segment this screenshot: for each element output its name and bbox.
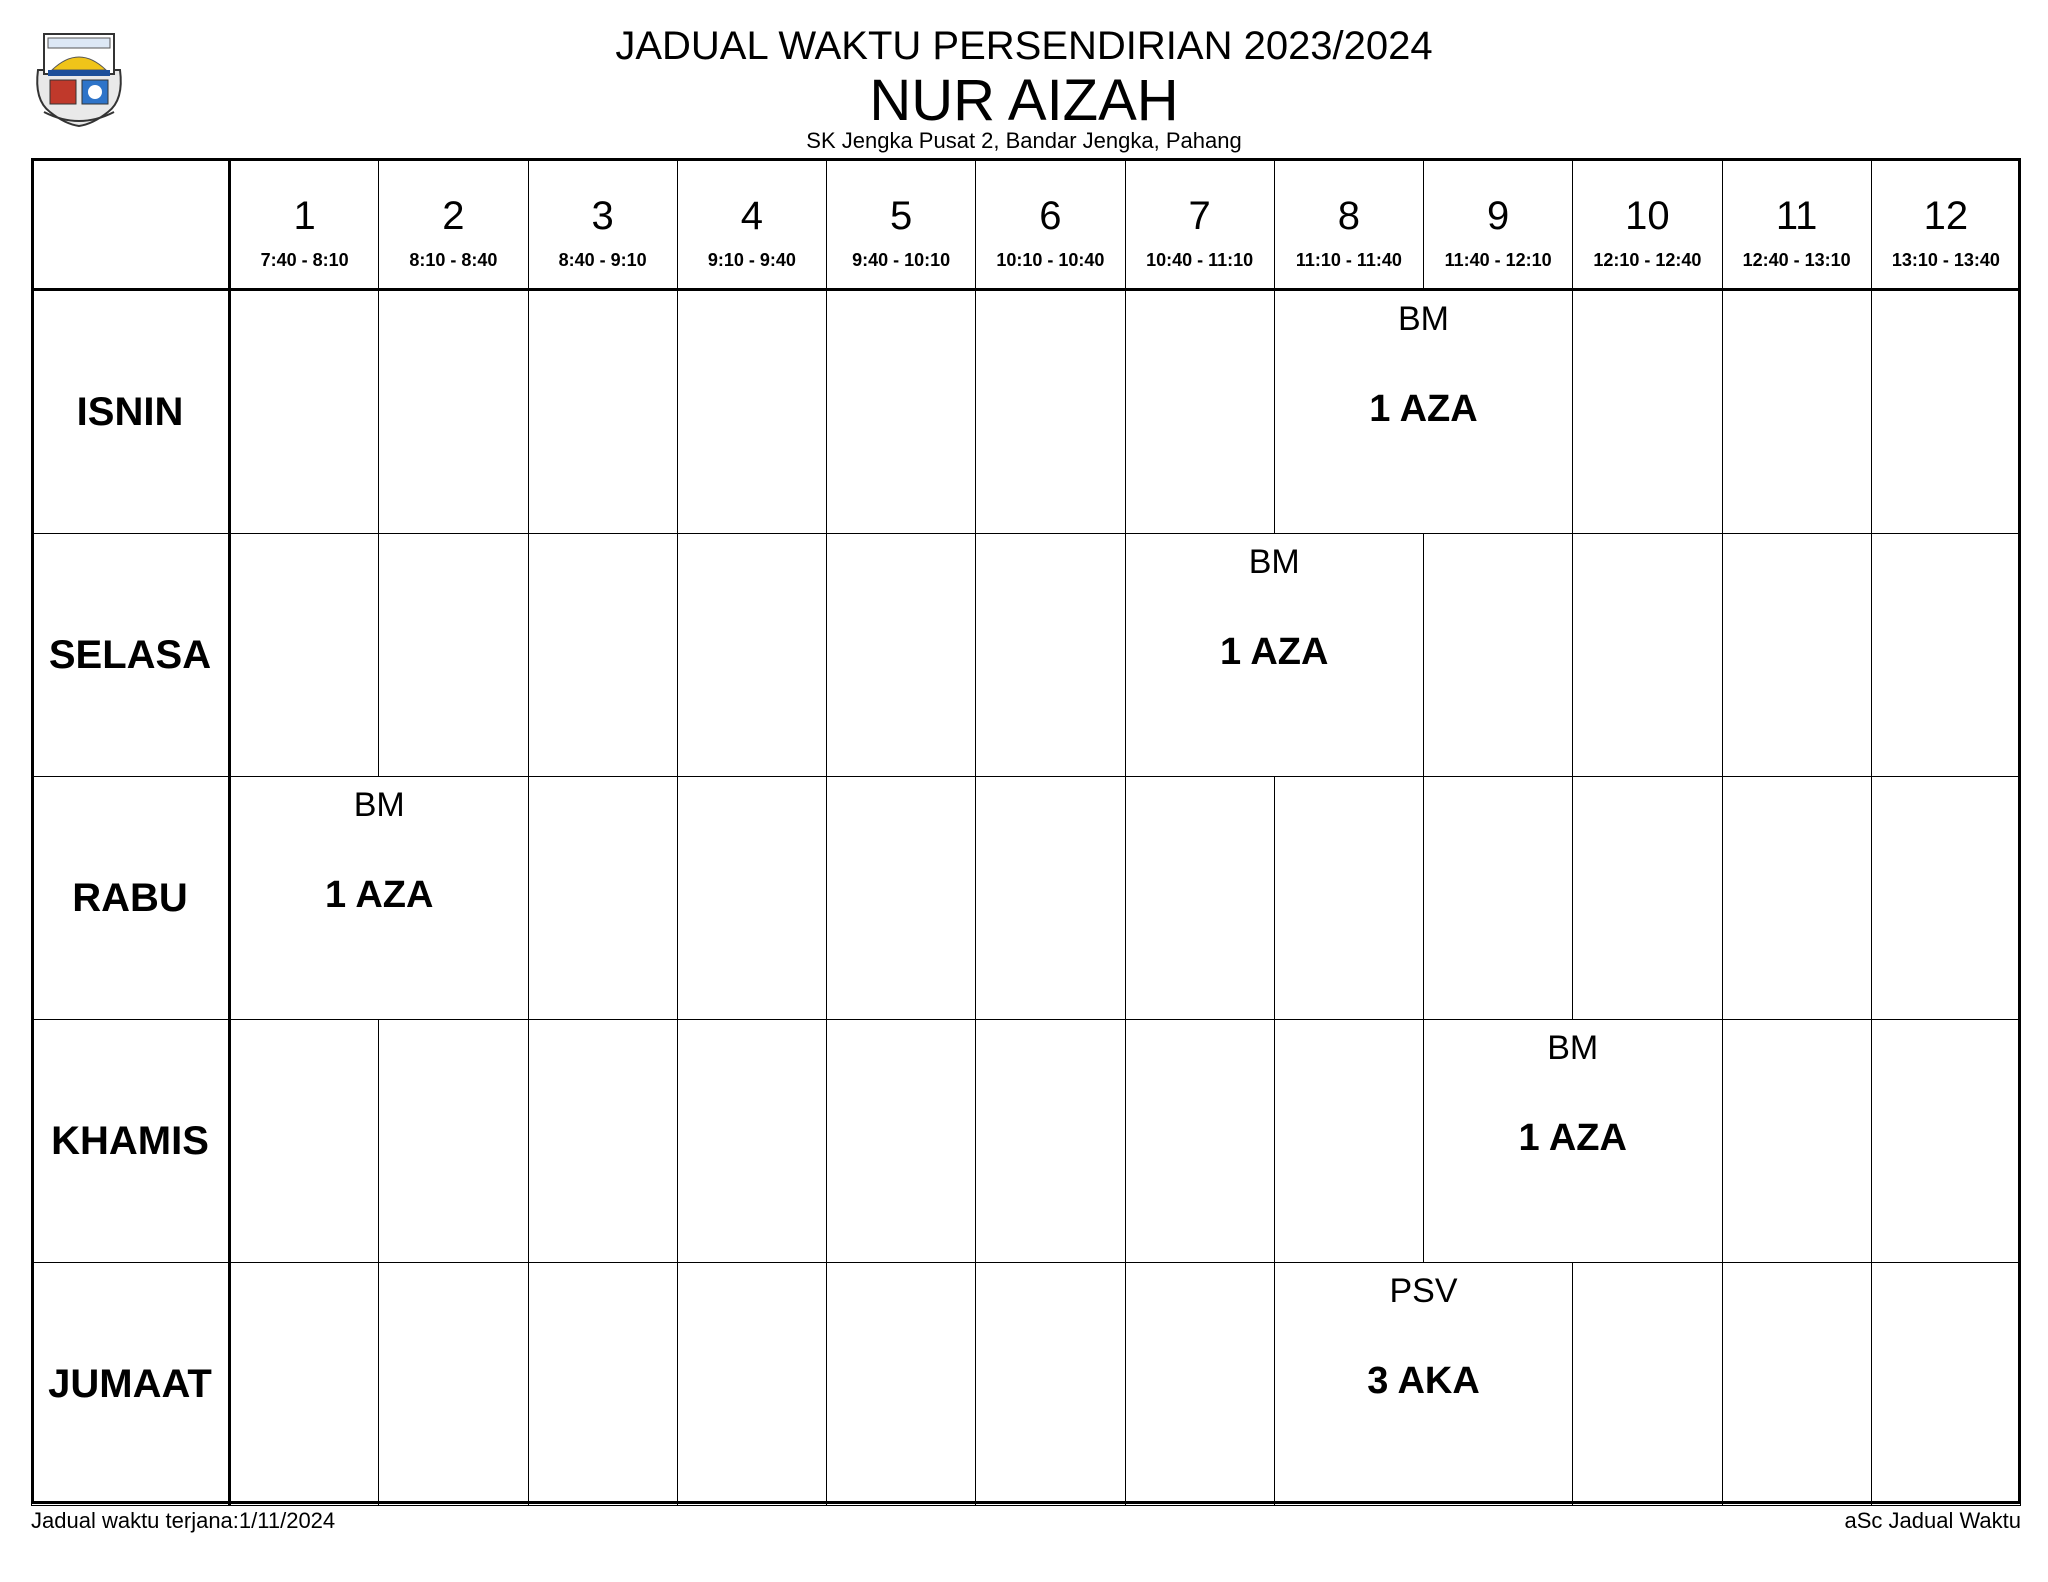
empty-slot	[379, 290, 528, 534]
empty-slot	[379, 534, 528, 777]
period-time: 8:40 - 9:10	[558, 249, 647, 270]
period-time: 7:40 - 8:10	[260, 249, 349, 270]
empty-slot	[230, 534, 379, 777]
lesson-class: 3 AKA	[1367, 1360, 1480, 1402]
empty-slot	[1274, 1020, 1423, 1263]
period-number: 4	[740, 193, 763, 238]
period-time: 9:10 - 9:40	[707, 249, 796, 270]
period-time: 10:10 - 10:40	[996, 249, 1105, 270]
empty-slot	[1722, 1020, 1871, 1263]
empty-slot	[1125, 290, 1274, 534]
timetable-grid	[31, 158, 2021, 1506]
empty-slot	[528, 777, 677, 1020]
empty-slot	[230, 1263, 379, 1506]
lesson-cell	[1424, 1020, 1723, 1263]
empty-slot	[1125, 1263, 1274, 1506]
period-header-1	[230, 159, 379, 290]
period-header-10	[1573, 159, 1722, 290]
period-header-12	[1871, 159, 2020, 290]
empty-slot	[827, 290, 976, 534]
day-row-jumaat	[32, 1263, 2021, 1506]
empty-slot	[1125, 1020, 1274, 1263]
period-number: 10	[1625, 193, 1670, 238]
day-row-selasa	[32, 534, 2021, 777]
period-time: 9:40 - 10:10	[852, 249, 951, 270]
day-row-rabu	[32, 777, 2021, 1020]
day-row-isnin	[32, 290, 2021, 534]
empty-slot	[528, 1263, 677, 1506]
period-time: 10:40 - 11:10	[1146, 249, 1254, 270]
day-label: RABU	[32, 777, 230, 1020]
empty-slot	[677, 777, 826, 1020]
empty-slot	[1573, 1263, 1722, 1506]
empty-slot	[379, 1263, 528, 1506]
day-label: KHAMIS	[32, 1020, 230, 1263]
generated-date: Jadual waktu terjana:1/11/2024	[31, 1508, 336, 1533]
empty-slot	[1274, 777, 1423, 1020]
period-number: 2	[442, 193, 465, 238]
lesson-cell	[230, 777, 529, 1020]
corner-cell	[32, 159, 230, 290]
empty-slot	[827, 777, 976, 1020]
empty-slot	[528, 290, 677, 534]
lesson-subject: BM	[1398, 300, 1449, 338]
day-label: ISNIN	[32, 290, 230, 534]
empty-slot	[1871, 777, 2020, 1020]
lesson-subject: BM	[1547, 1029, 1599, 1067]
empty-slot	[1722, 290, 1871, 534]
empty-slot	[976, 534, 1125, 777]
empty-slot	[1871, 1263, 2020, 1506]
period-number: 1	[293, 193, 316, 238]
empty-slot	[1871, 290, 2020, 534]
day-row-khamis	[32, 1020, 2021, 1263]
school-name: SK Jengka Pusat 2, Bandar Jengka, Pahang	[806, 128, 1242, 153]
period-number: 6	[1039, 193, 1062, 238]
period-number: 11	[1775, 193, 1818, 238]
period-time: 11:10 - 11:40	[1295, 249, 1402, 270]
lesson-cell	[1125, 534, 1424, 777]
period-header-4	[677, 159, 826, 290]
period-header-8	[1274, 159, 1423, 290]
period-number: 3	[591, 193, 614, 238]
empty-slot	[827, 534, 976, 777]
empty-slot	[230, 1020, 379, 1263]
empty-slot	[1573, 777, 1722, 1020]
empty-slot	[677, 290, 826, 534]
period-number: 8	[1337, 193, 1360, 238]
period-header-6	[976, 159, 1125, 290]
empty-slot	[1871, 1020, 2020, 1263]
timetable-title: JADUAL WAKTU PERSENDIRIAN 2023/2024	[615, 24, 1433, 68]
empty-slot	[677, 1263, 826, 1506]
lesson-class: 1 AZA	[325, 874, 434, 916]
empty-slot	[1722, 534, 1871, 777]
empty-slot	[1871, 534, 2020, 777]
empty-slot	[677, 1020, 826, 1263]
empty-slot	[1573, 290, 1722, 534]
period-time: 13:10 - 13:40	[1891, 249, 2000, 270]
empty-slot	[976, 290, 1125, 534]
empty-slot	[1125, 777, 1274, 1020]
period-header-2	[379, 159, 528, 290]
lesson-class: 1 AZA	[1518, 1117, 1627, 1159]
period-header-5	[827, 159, 976, 290]
empty-slot	[827, 1263, 976, 1506]
period-number: 9	[1487, 193, 1510, 238]
lesson-cell	[1274, 290, 1573, 534]
period-time: 8:10 - 8:40	[409, 249, 498, 270]
period-header-3	[528, 159, 677, 290]
period-time: 11:40 - 12:10	[1444, 249, 1552, 270]
period-number: 12	[1923, 193, 1969, 238]
empty-slot	[1722, 1263, 1871, 1506]
empty-slot	[976, 1020, 1125, 1263]
period-time: 12:40 - 13:10	[1742, 249, 1851, 270]
empty-slot	[1573, 534, 1722, 777]
period-header-row	[32, 159, 2021, 290]
empty-slot	[677, 534, 826, 777]
empty-slot	[528, 534, 677, 777]
period-number: 5	[890, 193, 913, 238]
lesson-subject: BM	[353, 786, 405, 824]
lesson-class: 1 AZA	[1220, 631, 1329, 673]
empty-slot	[1722, 777, 1871, 1020]
empty-slot	[1424, 534, 1573, 777]
period-header-9	[1424, 159, 1573, 290]
period-header-7	[1125, 159, 1274, 290]
empty-slot	[230, 290, 379, 534]
empty-slot	[379, 1020, 528, 1263]
empty-slot	[528, 1020, 677, 1263]
day-label: SELASA	[32, 534, 230, 777]
period-number: 7	[1188, 193, 1211, 238]
lesson-subject: PSV	[1389, 1272, 1458, 1310]
empty-slot	[976, 777, 1125, 1020]
empty-slot	[1424, 777, 1573, 1020]
period-header-11	[1722, 159, 1871, 290]
teacher-name: NUR AIZAH	[869, 68, 1179, 133]
empty-slot	[976, 1263, 1125, 1506]
period-time: 12:10 - 12:40	[1593, 249, 1702, 270]
software-credit: aSc Jadual Waktu	[1844, 1508, 2021, 1533]
lesson-class: 1 AZA	[1369, 388, 1478, 430]
empty-slot	[827, 1020, 976, 1263]
lesson-subject: BM	[1248, 543, 1300, 581]
lesson-cell	[1274, 1263, 1573, 1506]
day-label: JUMAAT	[32, 1263, 230, 1506]
